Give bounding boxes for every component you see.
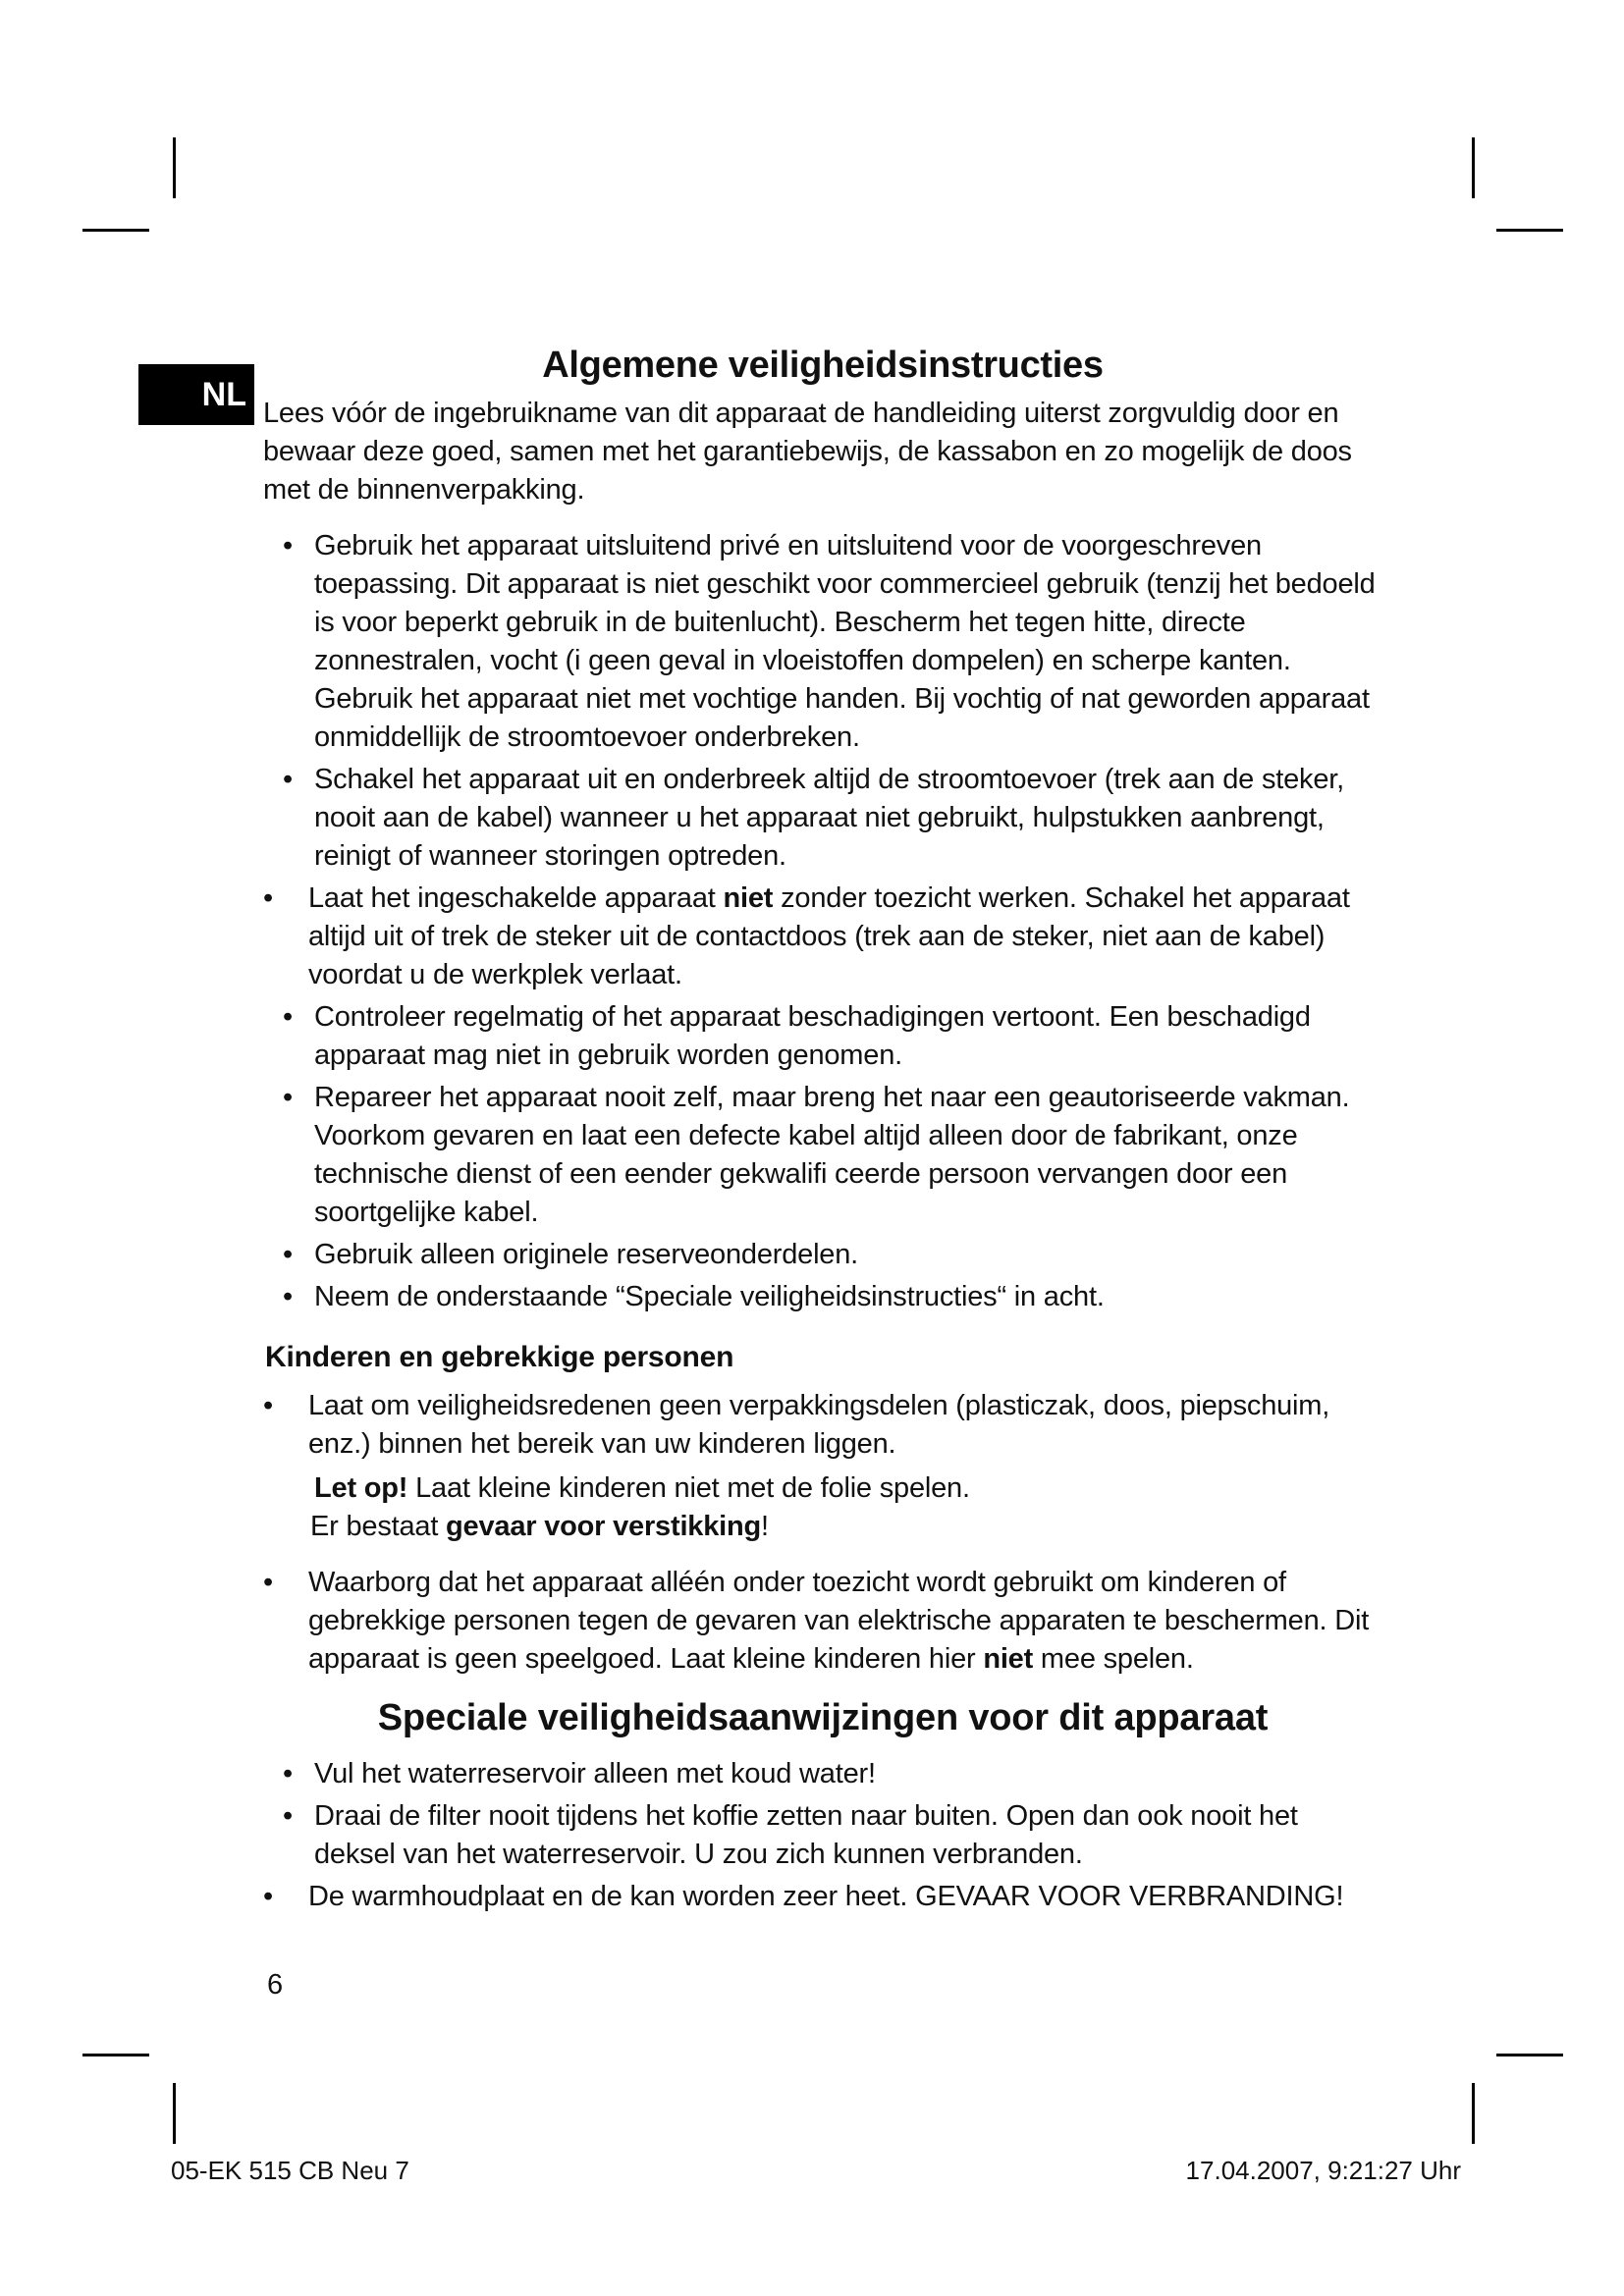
crop-mark [1472, 2083, 1475, 2144]
crop-mark [173, 137, 176, 198]
bullet-icon: • [263, 1390, 273, 1421]
crop-mark [82, 2054, 149, 2056]
children-list [263, 1387, 1382, 1464]
bullet-icon: • [283, 1281, 293, 1312]
bullet-icon: • [263, 1881, 273, 1912]
list-item: • Schakel het apparaat uit en onderbreek altijd de stroomtoevoer (trek aan de steker, nooit aan de kabel) wanneer u het apparaat niet gebruikt, hulpstukken aanbrengt, reinigt of wanneer storingen optreden. [263, 761, 1382, 876]
bullet-icon: • [283, 1800, 293, 1832]
bullet-icon: • [283, 1239, 293, 1270]
list-item: • Controleer regelmatig of het apparaat beschadigingen vertoont. Een beschadigd apparaat mag niet in gebruik worden genomen. [263, 998, 1382, 1075]
bullet-icon: • [283, 764, 293, 795]
list-item: • Gebruik alleen originele reserveonderdelen. [263, 1236, 1382, 1274]
general-safety-list [263, 527, 1382, 1316]
list-item: • Waarborg dat het apparaat alléén onder toezicht wordt gebruikt om kinderen of gebrekkige personen tegen de gevaren van elektrische apparaten te beschermen. Dit apparaat is geen speelgoed. Laat kleine kinderen hier niet mee spelen. [263, 1564, 1382, 1679]
crop-mark [82, 229, 149, 232]
bullet-icon: • [283, 1001, 293, 1033]
bullet-icon: • [283, 1082, 293, 1113]
language-tab: NL [138, 364, 254, 425]
bullet-icon: • [283, 1758, 293, 1789]
children-list-2 [263, 1564, 1382, 1679]
crop-mark [1496, 2054, 1563, 2056]
let-op-label: Let op! [314, 1472, 408, 1504]
list-item: • Neem de onderstaande “Speciale veiligheidsinstructies“ in acht. [263, 1278, 1382, 1316]
intro-paragraph: Lees vóór de ingebruikname van dit apparaat de handleiding uiterst zorgvuldig door en bewaar deze goed, samen met het garantiebewijs, de kassabon en zo mogelijk de doos met de binnenverpakking. [263, 398, 1352, 506]
list-item: • Repareer het apparaat nooit zelf, maar breng het naar een geautoriseerde vakman. Voorkom gevaren en laat een defecte kabel altijd alleen door de fabrikant, onze technische dienst of een eender gekwalifi ceerde persoon vervangen door een soortgelijke kabel. [263, 1079, 1382, 1232]
footer-timestamp: 17.04.2007, 9:21:27 Uhr [1185, 2156, 1461, 2185]
crop-mark [173, 2083, 176, 2144]
crop-mark [1496, 229, 1563, 232]
bullet-icon: • [263, 882, 273, 914]
footer-file-label: 05-EK 515 CB Neu 7 [171, 2156, 409, 2185]
crop-mark [1472, 137, 1475, 198]
special-list [263, 1755, 1382, 1916]
list-item: • Vul het waterreservoir alleen met koud water! [263, 1755, 1382, 1793]
document-body [263, 340, 1382, 1920]
list-item: • Laat om veiligheidsredenen geen verpakkingsdelen (plasticzak, doos, piepschuim, enz.) binnen het bereik van uw kinderen liggen. [263, 1387, 1382, 1464]
list-item: • Laat het ingeschakelde apparaat niet zonder toezicht werken. Schakel het apparaat altijd uit of trek de steker uit de contactdoos (trek aan de steker, niet aan de kabel) voordat u de werkplek verlaat. [263, 880, 1382, 994]
bullet-icon: • [283, 530, 293, 561]
list-item: • Gebruik het apparaat uitsluitend privé en uitsluitend voor de voorgeschreven toepassing. Dit apparaat is niet geschikt voor commercieel gebruik (tenzij het bedoeld is voor beperkt gebruik in de buitenlucht). Bescherm het tegen hitte, directe zonnestralen, vocht (i geen geval in vloeistoffen dompelen) en scherpe kanten. Gebruik het apparaat niet met vochtige handen. Bij vochtig of nat geworden apparaat onmiddellijk de stroomtoevoer onderbreken. [263, 527, 1382, 757]
bullet-icon: • [263, 1567, 273, 1598]
page-title: Algemene veiligheidsinstructies [542, 345, 1104, 386]
children-heading: Kinderen en gebrekkige personen [265, 1341, 734, 1373]
page-number: 6 [267, 1969, 284, 2001]
list-item: • Draai de filter nooit tijdens het koffie zetten naar buiten. Open dan ook nooit het deksel van het waterreservoir. U zou zich kunnen verbranden. [263, 1797, 1382, 1874]
special-title: Speciale veiligheidsaanwijzingen voor dit apparaat [377, 1697, 1269, 1738]
list-item: • De warmhoudplaat en de kan worden zeer heet. GEVAAR VOOR VERBRANDING! [263, 1878, 1382, 1916]
warning-note: Let op! Laat kleine kinderen niet met de folie spelen. Er bestaat gevaar voor verstikking! [310, 1472, 970, 1542]
